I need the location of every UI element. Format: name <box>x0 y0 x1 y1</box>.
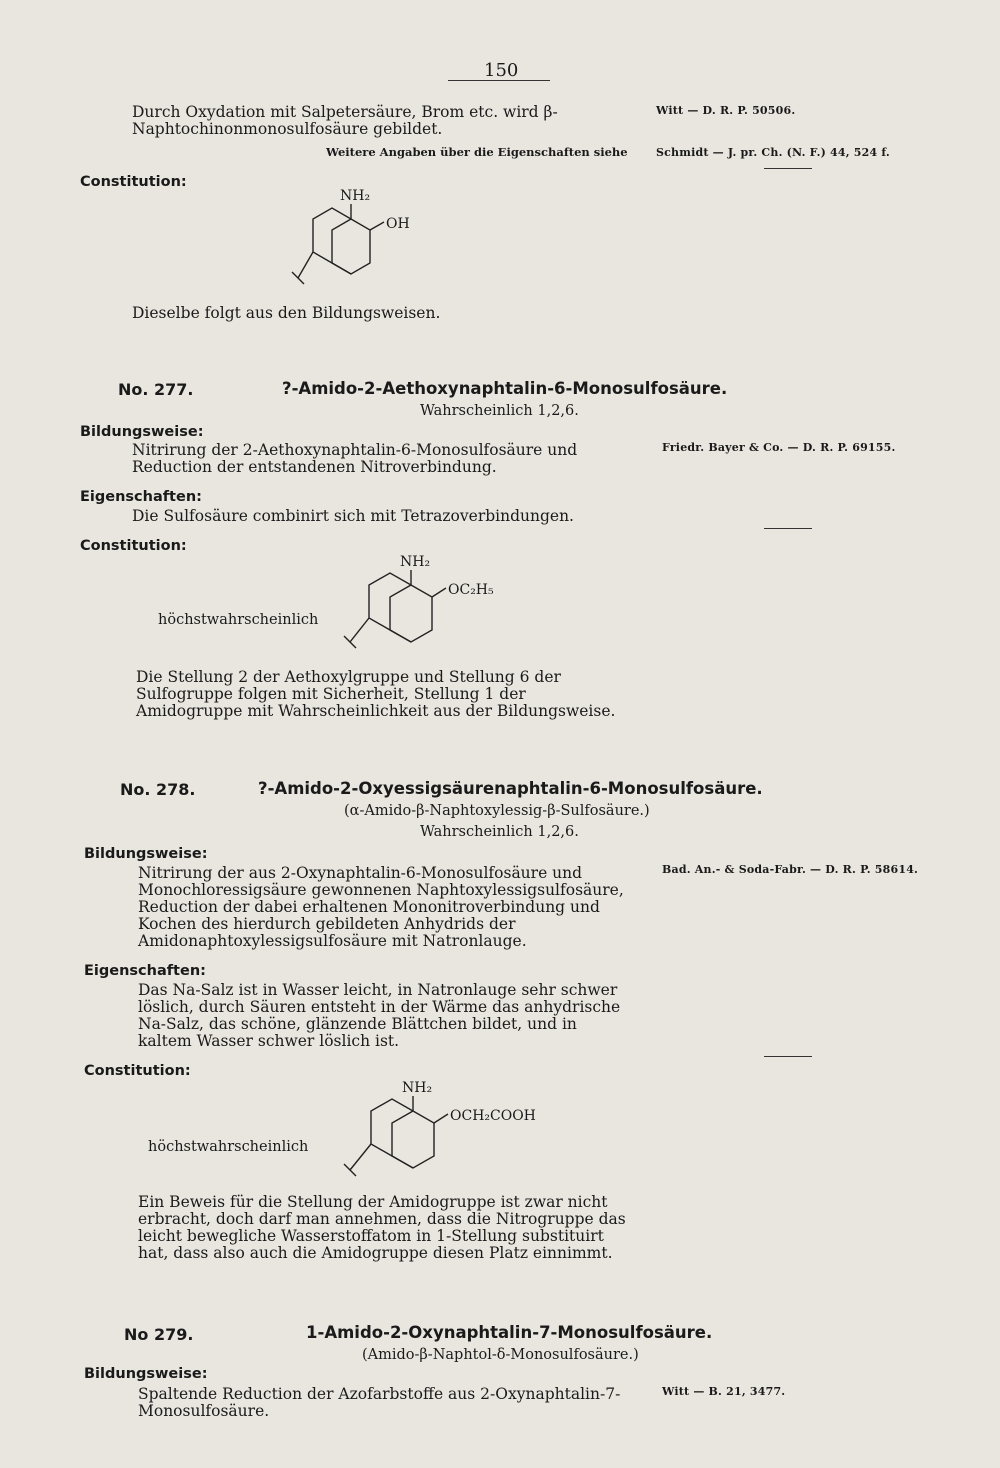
naphthalene-rings <box>344 1096 448 1176</box>
entry-277-properties-text: Die Sulfosäure combinirt sich mit Tetrazoverbindungen. <box>132 507 574 525</box>
entry-278-probability-word: höchstwahrscheinlich <box>148 1139 309 1155</box>
entry-277-constitution-label: Constitution: <box>80 538 187 554</box>
entry-279-synonym: (Amido-β-Naphtol-δ-Monosulfosäure.) <box>362 1347 639 1363</box>
naphthalene-rings <box>292 204 384 284</box>
entry-278-constitution-label: Constitution: <box>84 1063 191 1079</box>
entry-277-number: No. 277. <box>118 380 194 399</box>
page-number-rule <box>448 80 550 81</box>
entry-278-ref: Bad. An.- & Soda-Fabr. — D. R. P. 58614. <box>662 863 919 876</box>
top-ref-2: Schmidt — J. pr. Ch. (N. F.) 44, 524 f. <box>656 146 890 159</box>
entry-278-formation-label: Bildungsweise: <box>84 846 208 862</box>
top-constitution-label: Constitution: <box>80 174 187 190</box>
top-text: Durch Oxydation mit Salpetersäure, Brom etc. wird β-Naphtochinonmonosulfosäure gebildet. <box>132 103 558 138</box>
entry-277-properties-label: Eigenschaften: <box>80 489 202 505</box>
naphthalene-structure-2 <box>320 552 540 662</box>
top-note: Weitere Angaben über die Eigenschaften siehe <box>326 145 628 159</box>
entry-277-probability-word: höchstwahrscheinlich <box>158 612 319 628</box>
top-conclusion: Dieselbe folgt aus den Bildungsweisen. <box>132 304 441 322</box>
margin-divider <box>764 528 812 529</box>
naphthalene-structure-1 <box>280 186 460 306</box>
entry-279-formation-text: Spaltende Reduction der Azofarbstoffe aus 2-Oxynaphtalin-7-Monosulfosäure. <box>138 1385 621 1420</box>
naphthalene-structure-3 <box>322 1078 562 1188</box>
struct2-side-substituent: OC₂H₅ <box>448 582 494 598</box>
page-number: 150 <box>484 60 519 81</box>
struct3-top-substituent: NH₂ <box>402 1080 433 1096</box>
struct1-side-substituent: OH <box>386 216 410 232</box>
entry-278-number: No. 278. <box>120 780 196 799</box>
entry-277-conclusion: Die Stellung 2 der Aethoxylgruppe und Stellung 6 der Sulfogruppe folgen mit Sicherheit, Stellung 1 der Amidogruppe mit Wahrscheinlichkeit aus der Bildungsweise. <box>136 668 616 720</box>
margin-divider <box>764 1056 812 1057</box>
entry-279-number: No 279. <box>124 1325 194 1344</box>
entry-278-properties-label: Eigenschaften: <box>84 963 206 979</box>
naphthalene-rings <box>344 570 446 648</box>
struct2-top-substituent: NH₂ <box>400 554 431 570</box>
entry-277-probable: Wahrscheinlich 1,2,6. <box>420 403 579 419</box>
entry-277-title: ?-Amido-2-Aethoxynaphtalin-6-Monosulfosäure. <box>282 379 728 398</box>
struct1-top-substituent: NH₂ <box>340 188 371 204</box>
entry-277-ref: Friedr. Bayer & Co. — D. R. P. 69155. <box>662 441 896 454</box>
entry-279-ref: Witt — B. 21, 3477. <box>662 1385 786 1398</box>
top-ref-1: Witt — D. R. P. 50506. <box>656 104 796 117</box>
entry-278-title: ?-Amido-2-Oxyessigsäurenaphtalin-6-Monosulfosäure. <box>258 779 763 798</box>
entry-279-formation-label: Bildungsweise: <box>84 1366 208 1382</box>
entry-277-formation-label: Bildungsweise: <box>80 424 204 440</box>
entry-278-formation-text: Nitrirung der aus 2-Oxynaphtalin-6-Monosulfosäure und Monochloressigsäure gewonnenen Naphtoxylessigsulfosäure, Reduction der dabei erhaltenen Mononitroverbindung und Kochen des hierdurch gebildeten Anhydrids der Amidonaphtoxylessigsulfosäure mit Natronlauge. <box>138 864 624 950</box>
entry-277-formation-text: Nitrirung der 2-Aethoxynaphtalin-6-Monosulfosäure und Reduction der entstandenen Nitroverbindung. <box>132 441 578 476</box>
margin-divider <box>764 168 812 169</box>
entry-279-title: 1-Amido-2-Oxynaphtalin-7-Monosulfosäure. <box>306 1323 713 1342</box>
entry-278-properties-text: Das Na-Salz ist in Wasser leicht, in Natronlauge sehr schwer löslich, durch Säuren entsteht in der Wärme das anhydrische Na-Salz, das schöne, glänzende Blättchen bildet, und in kaltem Wasser schwer löslich ist. <box>138 981 621 1050</box>
entry-278-conclusion: Ein Beweis für die Stellung der Amidogruppe ist zwar nicht erbracht, doch darf man annehmen, dass die Nitrogruppe das leicht bewegliche Wasserstoffatom in 1-Stellung substituirt hat, dass also auch die Amidogruppe diesen Platz einnimmt. <box>138 1193 626 1262</box>
entry-278-synonym: (α-Amido-β-Naphtoxylessig-β-Sulfosäure.) <box>344 803 650 819</box>
struct3-side-substituent: OCH₂COOH <box>450 1108 536 1124</box>
entry-278-probable: Wahrscheinlich 1,2,6. <box>420 824 579 840</box>
